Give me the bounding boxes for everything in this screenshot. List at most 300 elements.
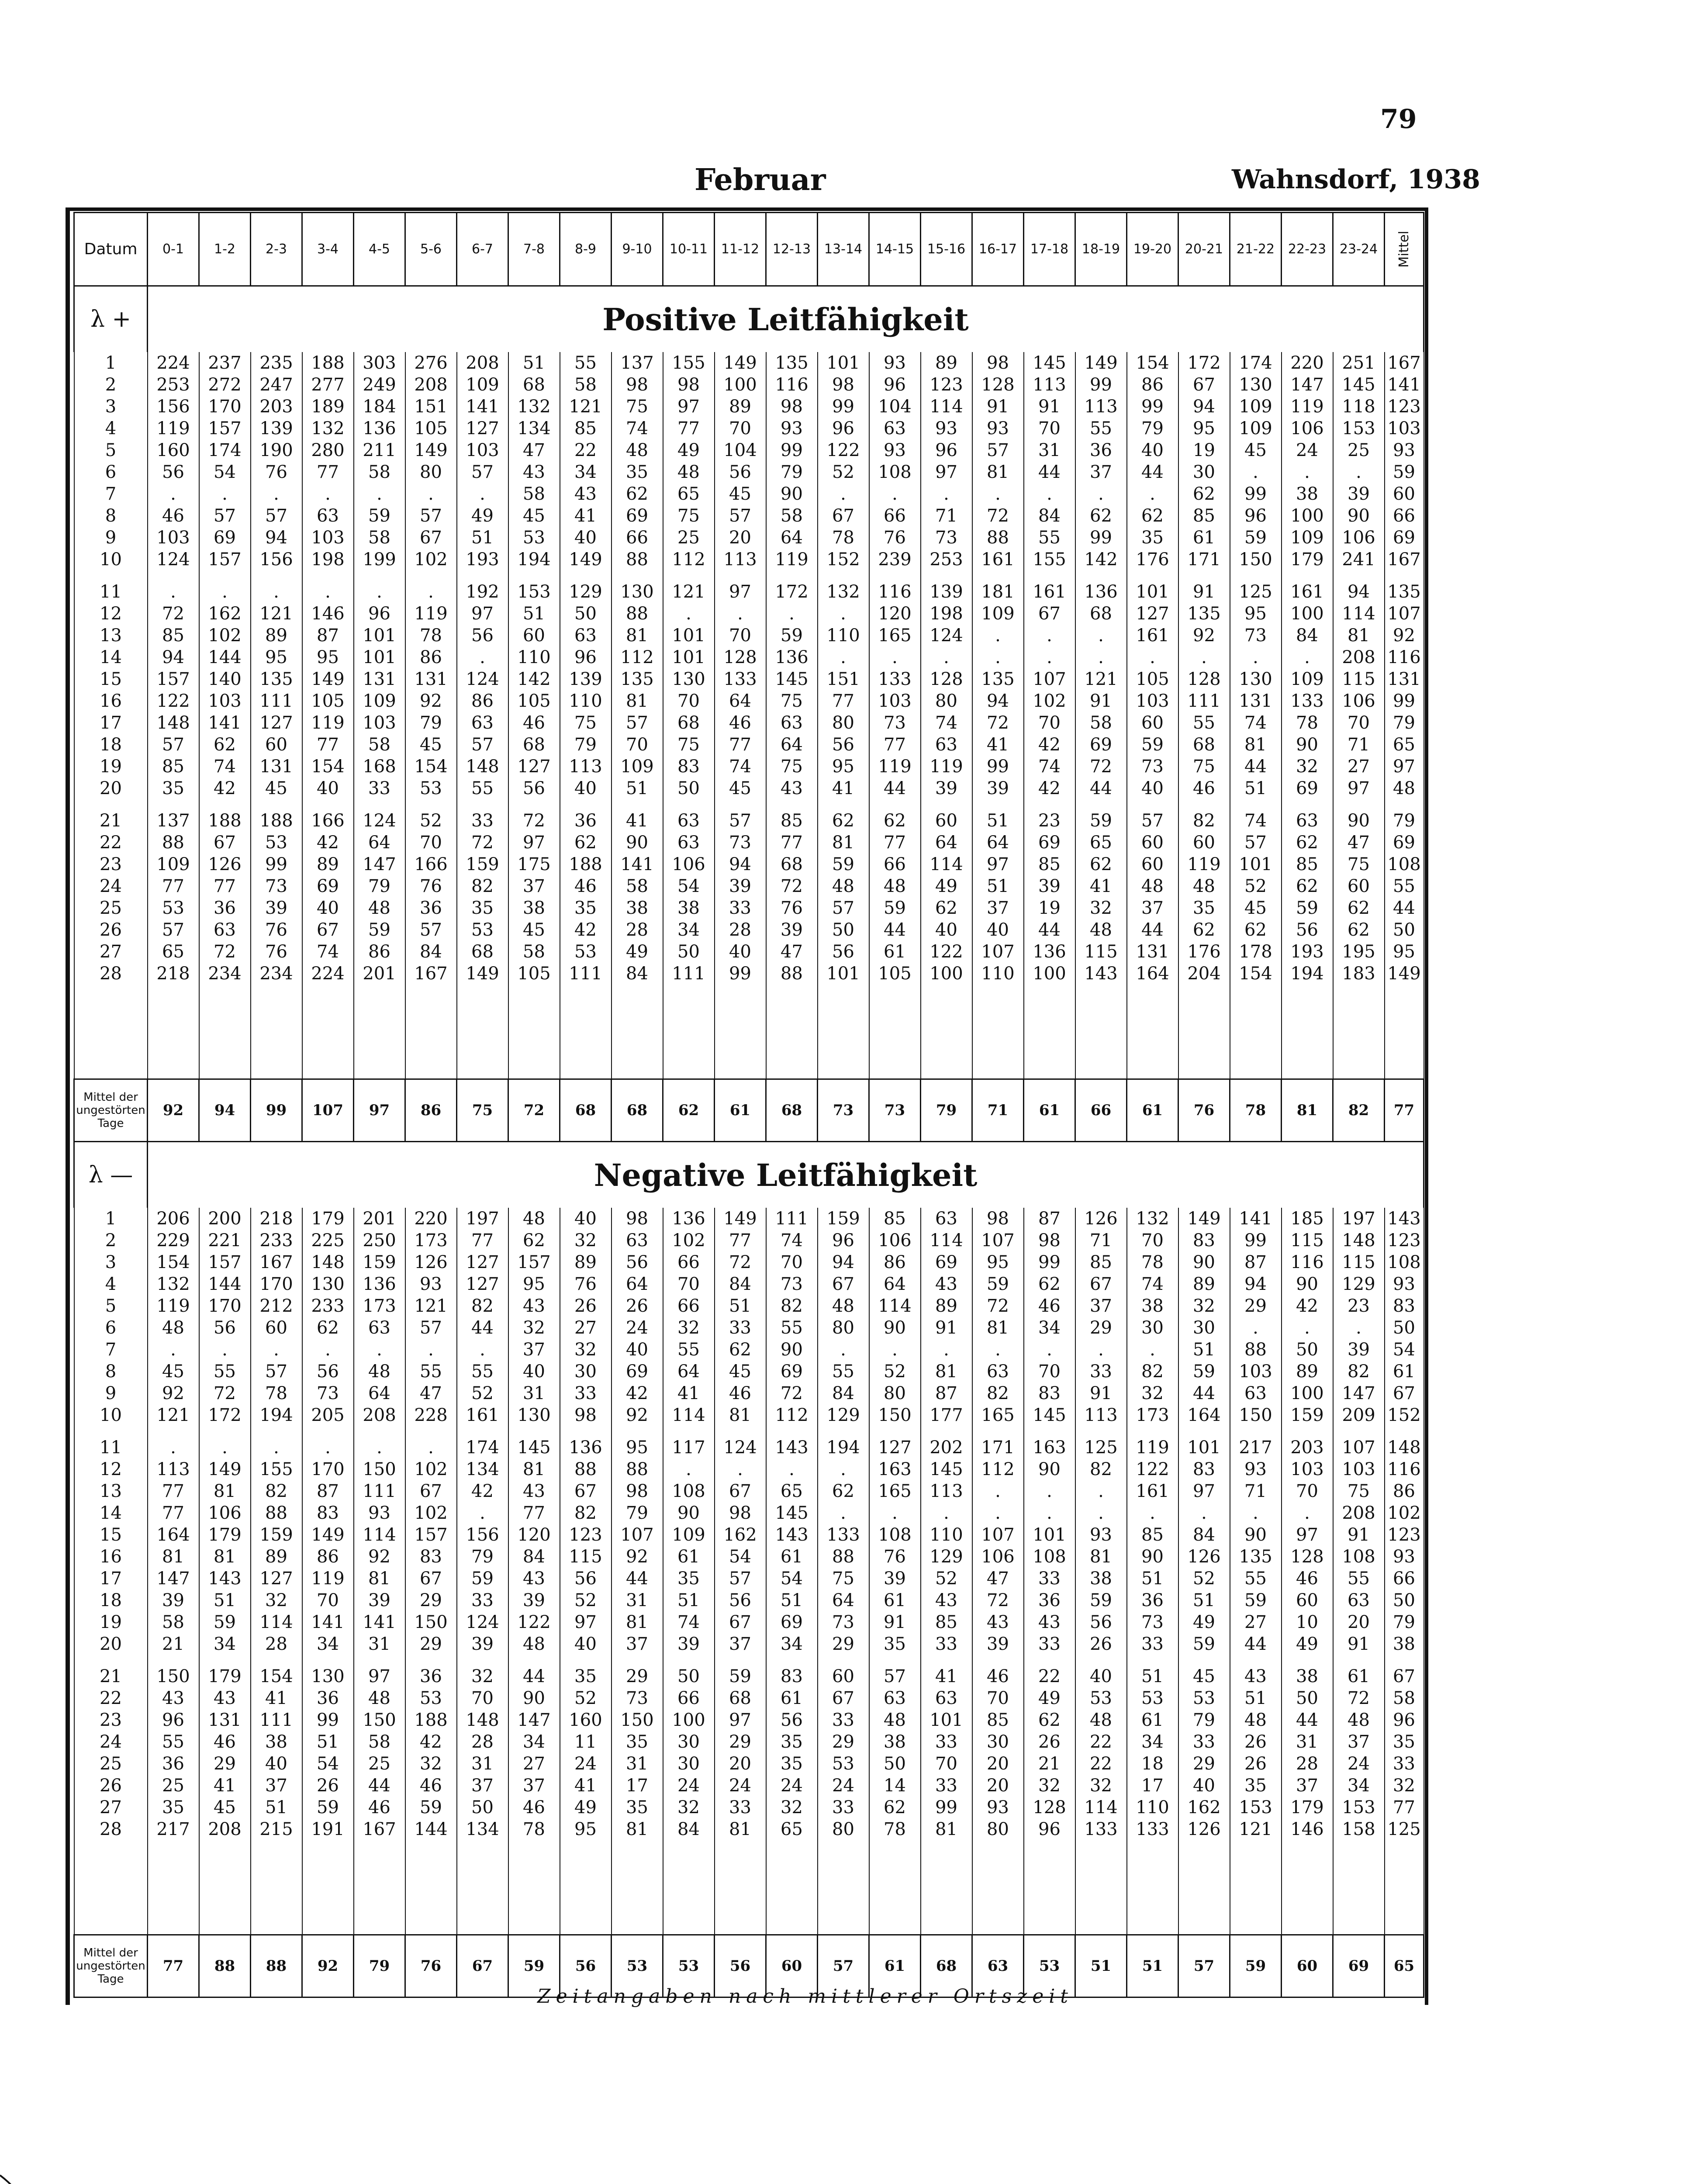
value-cell: 153 bbox=[1230, 1797, 1282, 1818]
value-cell: 44 bbox=[1127, 461, 1178, 483]
value-cell: 123 bbox=[921, 374, 972, 396]
value-cell: . bbox=[1230, 1502, 1282, 1524]
value-cell: 220 bbox=[405, 1208, 457, 1230]
datum-header: Datum bbox=[74, 213, 148, 286]
value-cell: 24 bbox=[1333, 1753, 1385, 1775]
table-row bbox=[74, 1590, 1424, 1611]
value-cell: 98 bbox=[766, 396, 818, 418]
value-cell: 37 bbox=[251, 1775, 302, 1797]
blank-cell bbox=[1230, 985, 1282, 1079]
day-cell: 17 bbox=[74, 712, 148, 734]
value-cell: 141 bbox=[302, 1611, 354, 1633]
value-cell: 72 bbox=[766, 875, 818, 897]
value-cell: 64 bbox=[354, 1382, 405, 1404]
value-cell: 102 bbox=[405, 549, 457, 570]
value-cell: 130 bbox=[302, 1666, 354, 1687]
table-row bbox=[74, 1230, 1424, 1251]
value-cell: . bbox=[1178, 1502, 1230, 1524]
value-cell: 85 bbox=[148, 756, 199, 778]
value-cell: 41 bbox=[199, 1775, 251, 1797]
gap-cell bbox=[1282, 1426, 1333, 1437]
hourly-mean-cell: 60 bbox=[1282, 1935, 1333, 1997]
value-cell: 73 bbox=[1230, 625, 1282, 646]
value-cell: 73 bbox=[1127, 756, 1178, 778]
value-cell: 69 bbox=[199, 527, 251, 549]
gap-cell bbox=[405, 1426, 457, 1437]
value-cell: 82 bbox=[766, 1295, 818, 1317]
value-cell: 64 bbox=[612, 1273, 663, 1295]
value-cell: 72 bbox=[1333, 1687, 1385, 1709]
value-cell: 69 bbox=[1282, 778, 1333, 799]
value-cell: 22 bbox=[1075, 1753, 1127, 1775]
value-cell: 93 bbox=[972, 1797, 1024, 1818]
value-cell: 24 bbox=[766, 1775, 818, 1797]
value-cell: 99 bbox=[818, 396, 869, 418]
value-cell: 120 bbox=[508, 1524, 560, 1546]
value-cell: 85 bbox=[560, 418, 612, 439]
value-cell: 97 bbox=[663, 396, 715, 418]
value-cell: 202 bbox=[921, 1437, 972, 1458]
value-cell: 164 bbox=[148, 1524, 199, 1546]
day-cell: 26 bbox=[74, 919, 148, 941]
value-cell: 35 bbox=[663, 1568, 715, 1590]
value-cell: 109 bbox=[457, 374, 508, 396]
value-cell: 84 bbox=[663, 1818, 715, 1840]
value-cell: 37 bbox=[612, 1633, 663, 1655]
value-cell: 133 bbox=[1127, 1818, 1178, 1840]
table-row bbox=[74, 646, 1424, 668]
value-cell: 80 bbox=[818, 712, 869, 734]
value-cell: 48 bbox=[1075, 919, 1127, 941]
value-cell: 48 bbox=[354, 1687, 405, 1709]
value-cell: 62 bbox=[818, 810, 869, 832]
value-cell: 45 bbox=[1178, 1666, 1230, 1687]
value-cell: 77 bbox=[766, 832, 818, 854]
value-cell: 161 bbox=[1127, 625, 1178, 646]
gap-cell bbox=[560, 1655, 612, 1666]
day-cell: 19 bbox=[74, 1611, 148, 1633]
table-row bbox=[74, 1687, 1424, 1709]
value-cell: 38 bbox=[1127, 1295, 1178, 1317]
value-cell: 119 bbox=[302, 1568, 354, 1590]
value-cell: 148 bbox=[148, 712, 199, 734]
blank-cell bbox=[612, 985, 663, 1079]
blank-cell bbox=[1075, 1840, 1127, 1935]
value-cell: 102 bbox=[199, 625, 251, 646]
value-cell: 29 bbox=[1075, 1317, 1127, 1339]
value-cell: 124 bbox=[354, 810, 405, 832]
day-cell: 2 bbox=[74, 1230, 148, 1251]
value-cell: 172 bbox=[1178, 352, 1230, 374]
value-cell: 92 bbox=[1178, 625, 1230, 646]
table-row bbox=[74, 1339, 1424, 1361]
hourly-mean-cell: 72 bbox=[508, 1079, 560, 1142]
value-cell: 81 bbox=[1333, 625, 1385, 646]
table-row bbox=[74, 810, 1424, 832]
value-cell: 170 bbox=[199, 1295, 251, 1317]
value-cell: 101 bbox=[1127, 581, 1178, 603]
value-cell: 64 bbox=[972, 832, 1024, 854]
gap-cell bbox=[1333, 1655, 1385, 1666]
value-cell: 77 bbox=[302, 461, 354, 483]
value-cell: 88 bbox=[612, 549, 663, 570]
hour-header: 6-7 bbox=[457, 213, 508, 286]
value-cell: . bbox=[405, 483, 457, 505]
value-cell: 110 bbox=[560, 690, 612, 712]
blank-cell bbox=[715, 1840, 766, 1935]
value-cell: 154 bbox=[1127, 352, 1178, 374]
value-cell: . bbox=[1282, 1317, 1333, 1339]
value-cell: 42 bbox=[612, 1382, 663, 1404]
value-cell: 37 bbox=[457, 1775, 508, 1797]
daily-mean-cell: 77 bbox=[1385, 1797, 1424, 1818]
day-cell: 9 bbox=[74, 527, 148, 549]
value-cell: 51 bbox=[972, 810, 1024, 832]
value-cell: 43 bbox=[508, 1480, 560, 1502]
value-cell: . bbox=[302, 581, 354, 603]
value-cell: 105 bbox=[405, 418, 457, 439]
value-cell: 167 bbox=[354, 1818, 405, 1840]
value-cell: 198 bbox=[921, 603, 972, 625]
value-cell: 109 bbox=[972, 603, 1024, 625]
day-cell: 21 bbox=[74, 1666, 148, 1687]
value-cell: 121 bbox=[1230, 1818, 1282, 1840]
value-cell: 106 bbox=[972, 1546, 1024, 1568]
value-cell: 59 bbox=[869, 897, 921, 919]
value-cell: 106 bbox=[869, 1230, 921, 1251]
value-cell: 208 bbox=[405, 374, 457, 396]
value-cell: . bbox=[715, 1458, 766, 1480]
value-cell: 33 bbox=[457, 1590, 508, 1611]
value-cell: . bbox=[921, 646, 972, 668]
value-cell: 114 bbox=[663, 1404, 715, 1426]
value-cell: 164 bbox=[1127, 963, 1178, 985]
value-cell: 77 bbox=[457, 1230, 508, 1251]
value-cell: 71 bbox=[1333, 734, 1385, 756]
value-cell: 89 bbox=[302, 854, 354, 875]
gap-cell bbox=[1178, 570, 1230, 581]
value-cell: . bbox=[972, 1339, 1024, 1361]
daily-mean-cell: 99 bbox=[1385, 690, 1424, 712]
value-cell: 149 bbox=[560, 549, 612, 570]
value-cell: 81 bbox=[1075, 1546, 1127, 1568]
value-cell: 157 bbox=[199, 418, 251, 439]
blank-cell bbox=[869, 985, 921, 1079]
value-cell: 81 bbox=[715, 1404, 766, 1426]
gap-cell bbox=[612, 799, 663, 810]
daily-mean-cell: 66 bbox=[1385, 505, 1424, 527]
value-cell: 171 bbox=[1178, 549, 1230, 570]
hourly-mean-cell: 53 bbox=[612, 1935, 663, 1997]
value-cell: 119 bbox=[1127, 1437, 1178, 1458]
value-cell: 35 bbox=[1127, 527, 1178, 549]
value-cell: 88 bbox=[818, 1546, 869, 1568]
value-cell: 50 bbox=[1282, 1339, 1333, 1361]
value-cell: 112 bbox=[663, 549, 715, 570]
value-cell: 59 bbox=[1282, 897, 1333, 919]
blank-cell bbox=[663, 1840, 715, 1935]
value-cell: 57 bbox=[612, 712, 663, 734]
hour-header: 23-24 bbox=[1333, 213, 1385, 286]
value-cell: 73 bbox=[715, 832, 766, 854]
gap-cell bbox=[818, 799, 869, 810]
mean-label: Mittel der ungestörten Tage bbox=[74, 1079, 148, 1142]
value-cell: 149 bbox=[405, 439, 457, 461]
day-cell: 15 bbox=[74, 1524, 148, 1546]
header-row bbox=[74, 213, 1424, 286]
table-row bbox=[74, 734, 1424, 756]
gap-cell bbox=[199, 1655, 251, 1666]
gap-cell bbox=[715, 570, 766, 581]
value-cell: 77 bbox=[869, 832, 921, 854]
value-cell: 119 bbox=[1178, 854, 1230, 875]
value-cell: 208 bbox=[1333, 1502, 1385, 1524]
value-cell: 44 bbox=[1178, 1382, 1230, 1404]
value-cell: 233 bbox=[251, 1230, 302, 1251]
table-row bbox=[74, 875, 1424, 897]
gap-cell bbox=[1282, 799, 1333, 810]
value-cell: 43 bbox=[1230, 1666, 1282, 1687]
value-cell: 44 bbox=[869, 778, 921, 799]
gap-cell bbox=[715, 799, 766, 810]
value-cell: 82 bbox=[1075, 1458, 1127, 1480]
value-cell: 54 bbox=[199, 461, 251, 483]
blank-cell bbox=[74, 985, 148, 1079]
gap-cell bbox=[1024, 1655, 1075, 1666]
day-cell: 18 bbox=[74, 734, 148, 756]
value-cell: 32 bbox=[405, 1753, 457, 1775]
value-cell: 81 bbox=[972, 1317, 1024, 1339]
value-cell: 55 bbox=[1075, 418, 1127, 439]
value-cell: 63 bbox=[869, 418, 921, 439]
value-cell: 63 bbox=[663, 832, 715, 854]
value-cell: 83 bbox=[766, 1666, 818, 1687]
gap-cell bbox=[1024, 570, 1075, 581]
value-cell: 229 bbox=[148, 1230, 199, 1251]
value-cell: 208 bbox=[199, 1818, 251, 1840]
value-cell: 129 bbox=[818, 1404, 869, 1426]
table-row bbox=[74, 832, 1424, 854]
blank-cell bbox=[457, 1840, 508, 1935]
value-cell: 89 bbox=[251, 1546, 302, 1568]
day-cell: 22 bbox=[74, 1687, 148, 1709]
value-cell: 26 bbox=[302, 1775, 354, 1797]
value-cell: 109 bbox=[1282, 668, 1333, 690]
value-cell: 39 bbox=[457, 1633, 508, 1655]
value-cell: 53 bbox=[560, 941, 612, 963]
value-cell: 197 bbox=[457, 1208, 508, 1230]
gap-cell bbox=[199, 1426, 251, 1437]
value-cell: 97 bbox=[921, 461, 972, 483]
table-row bbox=[74, 919, 1424, 941]
value-cell: 67 bbox=[560, 1480, 612, 1502]
value-cell: 37 bbox=[508, 1775, 560, 1797]
gap-cell bbox=[1333, 1426, 1385, 1437]
value-cell: 43 bbox=[921, 1590, 972, 1611]
value-cell: 38 bbox=[663, 897, 715, 919]
value-cell: 36 bbox=[199, 897, 251, 919]
value-cell: 71 bbox=[1230, 1480, 1282, 1502]
value-cell: 56 bbox=[560, 1568, 612, 1590]
value-cell: 61 bbox=[1178, 527, 1230, 549]
value-cell: 44 bbox=[1230, 756, 1282, 778]
value-cell: 109 bbox=[1282, 527, 1333, 549]
value-cell: 139 bbox=[921, 581, 972, 603]
value-cell: 77 bbox=[508, 1502, 560, 1524]
table-row bbox=[74, 778, 1424, 799]
value-cell: 32 bbox=[1178, 1295, 1230, 1317]
value-cell: 156 bbox=[457, 1524, 508, 1546]
value-cell: 98 bbox=[1024, 1230, 1075, 1251]
value-cell: 79 bbox=[354, 875, 405, 897]
value-cell: . bbox=[354, 1437, 405, 1458]
table-row bbox=[74, 581, 1424, 603]
value-cell: 93 bbox=[1075, 1524, 1127, 1546]
gap-cell bbox=[148, 570, 199, 581]
value-cell: 145 bbox=[766, 1502, 818, 1524]
value-cell: 39 bbox=[972, 778, 1024, 799]
value-cell: 55 bbox=[148, 1731, 199, 1753]
value-cell: . bbox=[1075, 646, 1127, 668]
value-cell: 150 bbox=[405, 1611, 457, 1633]
value-cell: 59 bbox=[302, 1797, 354, 1818]
blank-cell bbox=[663, 985, 715, 1079]
value-cell: 52 bbox=[1230, 875, 1282, 897]
value-cell: 80 bbox=[869, 1382, 921, 1404]
value-cell: 31 bbox=[508, 1382, 560, 1404]
hourly-mean-cell: 92 bbox=[302, 1935, 354, 1997]
value-cell: 58 bbox=[148, 1611, 199, 1633]
value-cell: . bbox=[1333, 1317, 1385, 1339]
value-cell: 58 bbox=[354, 1731, 405, 1753]
value-cell: 41 bbox=[251, 1687, 302, 1709]
value-cell: 60 bbox=[1282, 1590, 1333, 1611]
value-cell: 29 bbox=[818, 1633, 869, 1655]
value-cell: 33 bbox=[1075, 1361, 1127, 1382]
value-cell: 69 bbox=[1024, 832, 1075, 854]
value-cell: 55 bbox=[1178, 712, 1230, 734]
value-cell: . bbox=[1282, 646, 1333, 668]
value-cell: 107 bbox=[1024, 668, 1075, 690]
value-cell: 153 bbox=[1333, 1797, 1385, 1818]
value-cell: 25 bbox=[148, 1775, 199, 1797]
value-cell: 114 bbox=[869, 1295, 921, 1317]
value-cell: 57 bbox=[251, 1361, 302, 1382]
value-cell: 36 bbox=[560, 810, 612, 832]
gap-cell bbox=[148, 799, 199, 810]
value-cell: 53 bbox=[405, 778, 457, 799]
hourly-mean-cell: 76 bbox=[1178, 1079, 1230, 1142]
day-cell: 13 bbox=[74, 1480, 148, 1502]
value-cell: 234 bbox=[199, 963, 251, 985]
gap-cell bbox=[715, 1426, 766, 1437]
value-cell: 39 bbox=[921, 778, 972, 799]
value-cell: . bbox=[199, 1437, 251, 1458]
value-cell: . bbox=[1230, 461, 1282, 483]
value-cell: 86 bbox=[405, 646, 457, 668]
value-cell: 76 bbox=[251, 941, 302, 963]
value-cell: 75 bbox=[818, 1568, 869, 1590]
value-cell: 203 bbox=[251, 396, 302, 418]
value-cell: 18 bbox=[1127, 1753, 1178, 1775]
value-cell: 76 bbox=[251, 919, 302, 941]
daily-mean-cell: 135 bbox=[1385, 581, 1424, 603]
value-cell: 99 bbox=[1075, 374, 1127, 396]
value-cell: 101 bbox=[818, 352, 869, 374]
value-cell: 94 bbox=[1230, 1273, 1282, 1295]
hourly-mean-cell: 99 bbox=[251, 1079, 302, 1142]
value-cell: 44 bbox=[457, 1317, 508, 1339]
value-cell: 84 bbox=[612, 963, 663, 985]
value-cell: 188 bbox=[560, 854, 612, 875]
hourly-mean-cell: 61 bbox=[715, 1079, 766, 1142]
value-cell: 33 bbox=[1178, 1731, 1230, 1753]
blank-cell bbox=[612, 1840, 663, 1935]
value-cell: 127 bbox=[508, 756, 560, 778]
value-cell: 107 bbox=[972, 941, 1024, 963]
day-cell: 18 bbox=[74, 1590, 148, 1611]
gap-cell bbox=[1178, 799, 1230, 810]
value-cell: 211 bbox=[354, 439, 405, 461]
value-cell: 188 bbox=[199, 810, 251, 832]
value-cell: 72 bbox=[766, 1382, 818, 1404]
value-cell: 174 bbox=[457, 1437, 508, 1458]
value-cell: 79 bbox=[1178, 1709, 1230, 1731]
value-cell: 98 bbox=[972, 352, 1024, 374]
value-cell: 19 bbox=[1024, 897, 1075, 919]
value-cell: 54 bbox=[663, 875, 715, 897]
table-row bbox=[74, 439, 1424, 461]
value-cell: . bbox=[354, 1339, 405, 1361]
value-cell: 81 bbox=[612, 625, 663, 646]
value-cell: 59 bbox=[405, 1797, 457, 1818]
value-cell: . bbox=[405, 1339, 457, 1361]
value-cell: 87 bbox=[302, 625, 354, 646]
value-cell: 70 bbox=[972, 1687, 1024, 1709]
value-cell: 29 bbox=[199, 1753, 251, 1775]
gap-cell bbox=[1385, 1426, 1424, 1437]
hourly-mean-cell: 53 bbox=[1024, 1935, 1075, 1997]
gap-cell bbox=[972, 799, 1024, 810]
value-cell: 51 bbox=[766, 1590, 818, 1611]
value-cell: 155 bbox=[251, 1458, 302, 1480]
value-cell: 157 bbox=[405, 1524, 457, 1546]
value-cell: 32 bbox=[1282, 756, 1333, 778]
value-cell: 70 bbox=[1127, 1230, 1178, 1251]
value-cell: 122 bbox=[508, 1611, 560, 1633]
table-row bbox=[74, 625, 1424, 646]
value-cell: 82 bbox=[972, 1382, 1024, 1404]
value-cell: 35 bbox=[612, 1731, 663, 1753]
value-cell: 30 bbox=[560, 1361, 612, 1382]
value-cell: 62 bbox=[1178, 919, 1230, 941]
value-cell: 69 bbox=[612, 1361, 663, 1382]
value-cell: 130 bbox=[1230, 668, 1282, 690]
value-cell: 57 bbox=[869, 1666, 921, 1687]
value-cell: 23 bbox=[1024, 810, 1075, 832]
value-cell: 63 bbox=[199, 919, 251, 941]
gap-cell bbox=[251, 799, 302, 810]
value-cell: 53 bbox=[251, 832, 302, 854]
value-cell: 35 bbox=[560, 1666, 612, 1687]
blank-cell bbox=[972, 985, 1024, 1079]
value-cell: 92 bbox=[405, 690, 457, 712]
value-cell: 205 bbox=[302, 1404, 354, 1426]
value-cell: 73 bbox=[612, 1687, 663, 1709]
table-row bbox=[74, 668, 1424, 690]
hourly-mean-cell: 97 bbox=[354, 1079, 405, 1142]
hourly-mean-cell: 107 bbox=[302, 1079, 354, 1142]
